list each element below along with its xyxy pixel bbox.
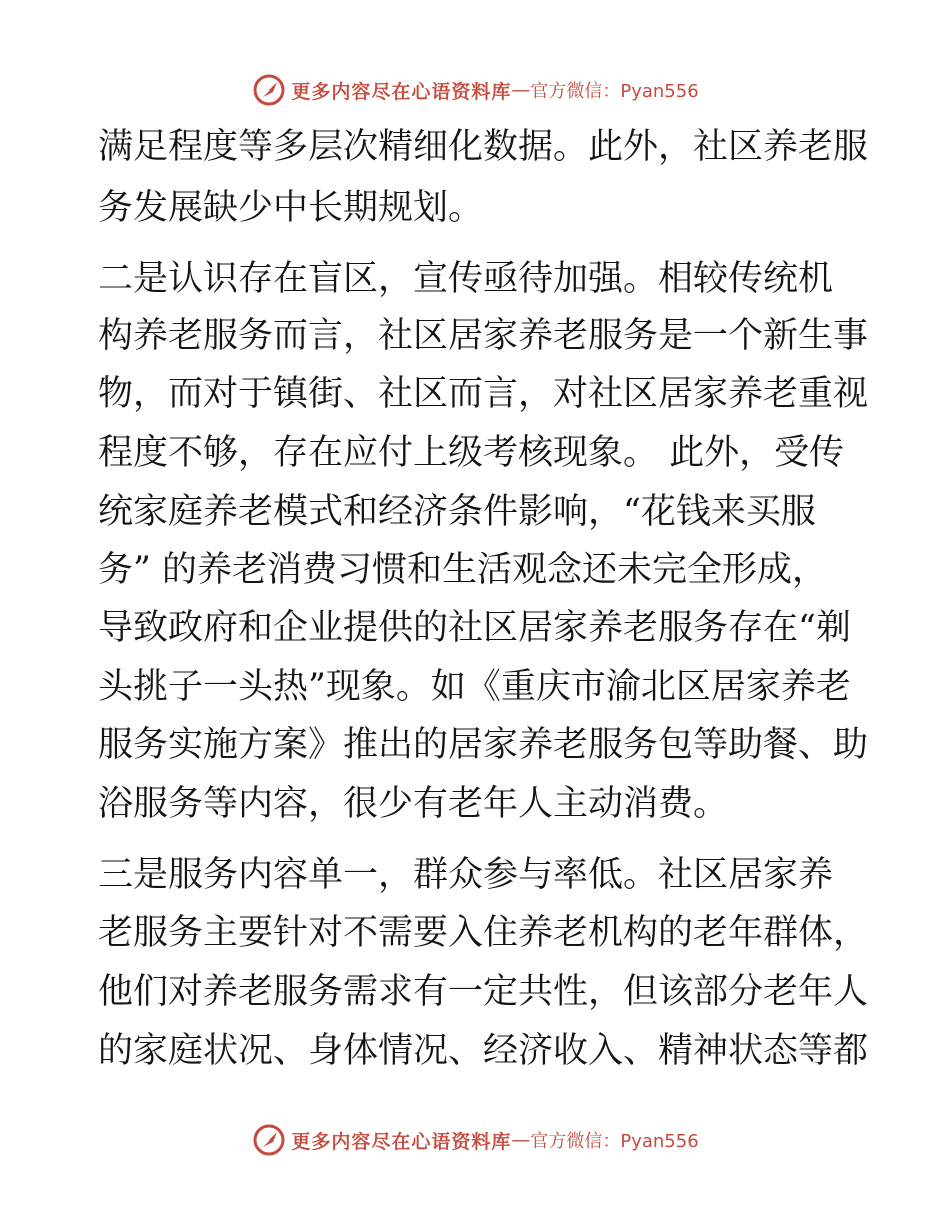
text-line: 务” 的养老消费习惯和生活观念还未完全形成， — [98, 550, 828, 590]
footer-separator: — — [511, 1129, 531, 1151]
footer-brand-text: 更多内容尽在心语资料库 — [291, 1130, 512, 1153]
text-line: 导致政府和企业提供的社区居家养老服务存在“剃 — [98, 608, 851, 648]
text-line: 老服务主要针对不需要入住养老机构的老年群体， — [98, 913, 869, 953]
text-line: 二是认识存在盲区，宣传亟待加强。相较传统机 — [98, 259, 834, 299]
footer-wechat-text: 官方微信：Pyan556 — [530, 1131, 699, 1152]
text-line: 程度不够，存在应付上级考核现象。 此外，受传 — [98, 433, 845, 473]
header-brand-text: 更多内容尽在心语资料库 — [291, 80, 512, 103]
text-line: 物，而对于镇街、社区而言，对社区居家养老重视 — [98, 374, 869, 414]
text-line: 统家庭养老模式和经济条件影响，“花钱来买服 — [98, 492, 816, 532]
text-line: 满足程度等多层次精细化数据。此外，社区养老服 — [98, 127, 869, 167]
text-line: 浴服务等内容，很少有老年人主动消费。 — [98, 784, 729, 824]
text-line: 服务实施方案》推出的居家养老服务包等助餐、助 — [98, 725, 869, 765]
quill-logo-icon — [251, 72, 287, 108]
text-line: 构养老服务而言，社区居家养老服务是一个新生事 — [98, 316, 869, 356]
text-line: 头挑子一头热”现象。如《重庆市渝北区居家养老 — [98, 667, 851, 707]
text-line: 他们对养老服务需求有一定共性，但该部分老年人 — [98, 972, 869, 1012]
quill-logo-icon — [251, 1122, 287, 1158]
footer-watermark — [0, 1120, 950, 1160]
text-line: 三是服务内容单一，群众参与率低。社区居家养 — [98, 855, 834, 895]
text-line: 务发展缺少中长期规划。 — [98, 188, 484, 228]
header-separator: — — [511, 79, 531, 101]
header-wechat-text: 官方微信：Pyan556 — [530, 81, 699, 102]
header-watermark — [0, 70, 950, 110]
text-line: 的家庭状况、身体情况、经济收入、精神状态等都 — [98, 1031, 869, 1071]
